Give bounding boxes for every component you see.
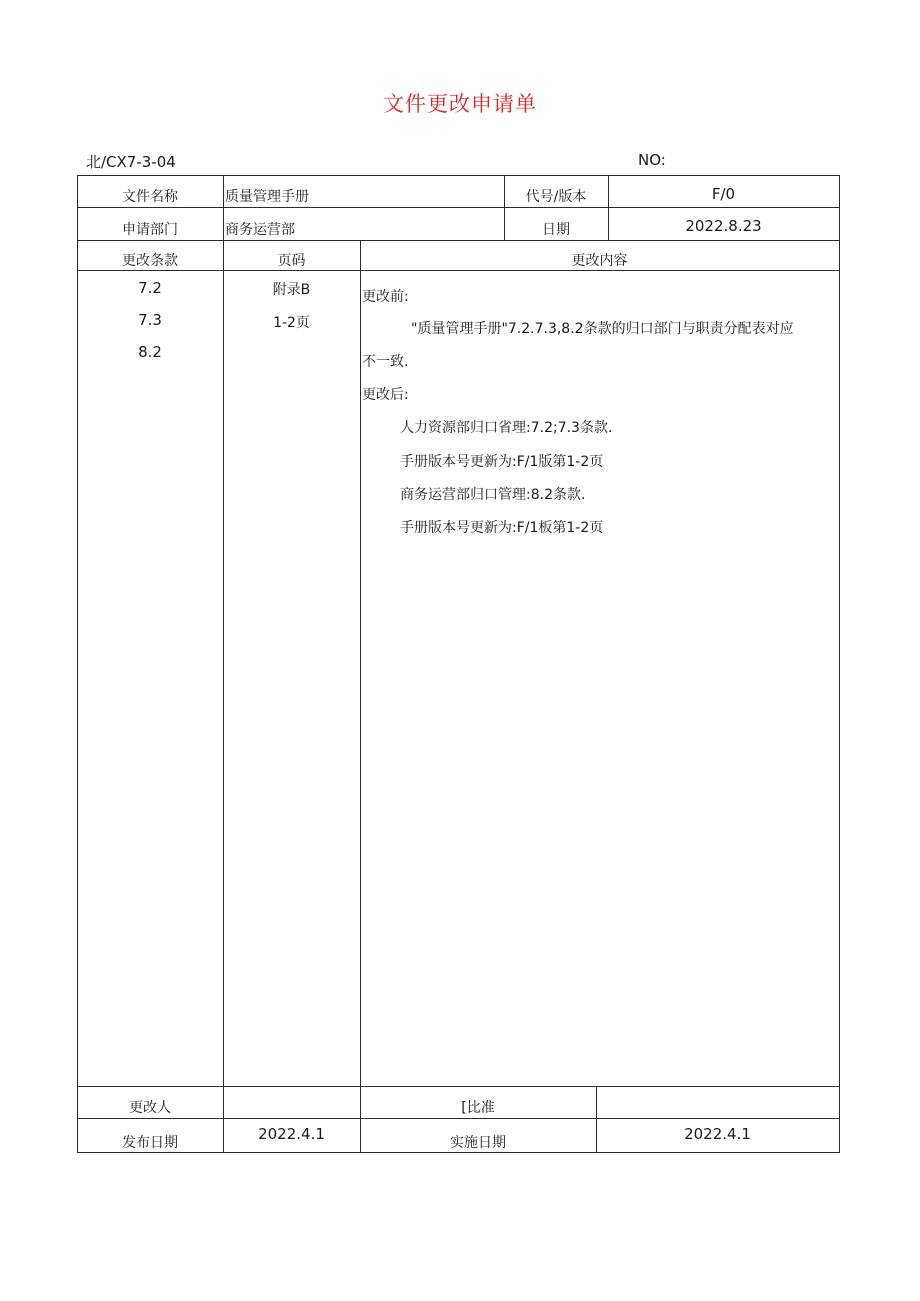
- content-line: 更改前:: [362, 289, 409, 305]
- table-border-right: [839, 175, 840, 1153]
- approve-label: [比准: [461, 1100, 495, 1116]
- content-column-header: 更改内容: [571, 253, 628, 269]
- department-label: 申请部门: [122, 222, 178, 238]
- table-border-top: [77, 175, 840, 176]
- changer-label: 更改人: [129, 1100, 171, 1116]
- publish-date-value: 2022.4.1: [258, 1125, 325, 1143]
- effective-date-label: 实施日期: [450, 1135, 506, 1151]
- content-line: 不一致.: [362, 354, 409, 370]
- content-line: 手册版本号更新为:F/1版第1-2页: [400, 454, 604, 470]
- clause-column-header: 更改条款: [122, 253, 178, 269]
- date-value: 2022.8.23: [685, 217, 762, 235]
- page-column-header: 页码: [277, 253, 306, 269]
- content-line: 手册版本号更新为:F/1板第1-2页: [400, 520, 604, 536]
- publish-date-label: 发布日期: [122, 1135, 178, 1151]
- table-row-divider: [77, 1086, 840, 1087]
- table-row-divider: [77, 207, 840, 208]
- date-label: 日期: [542, 222, 570, 238]
- clause-item: 7.3: [138, 311, 162, 329]
- effective-date-value: 2022.4.1: [684, 1125, 751, 1143]
- table-row-divider: [77, 1118, 840, 1119]
- table-row-divider: [77, 240, 840, 241]
- form-number-label: NO:: [638, 151, 666, 169]
- clause-item: 7.2: [138, 279, 162, 297]
- table-column-divider: [360, 240, 361, 1153]
- code-version-value: F/0: [711, 185, 736, 203]
- content-line: 商务运营部归口管理:8.2条款.: [400, 487, 586, 503]
- clause-item: 8.2: [138, 343, 162, 361]
- file-name-label: 文件名称: [122, 189, 178, 205]
- form-code: 北/CX7-3-04: [86, 153, 176, 171]
- content-line: "质量管理手册"7.2.7.3,8.2条款的归口部门与职责分配表对应: [411, 321, 794, 337]
- content-line: 人力资源部归口省理:7.2;7.3条款.: [400, 420, 613, 436]
- file-name-value: 质量管理手册: [225, 189, 309, 205]
- code-version-label: 代号/版本: [525, 189, 587, 205]
- content-line: 更改后:: [362, 387, 409, 403]
- page-item: 附录B: [272, 282, 311, 298]
- document-title: 文件更改申请单: [383, 92, 537, 116]
- table-row-divider: [77, 270, 840, 271]
- table-border-bottom: [77, 1152, 840, 1153]
- page-item: 1-2页: [273, 315, 310, 331]
- department-value: 商务运营部: [225, 222, 295, 238]
